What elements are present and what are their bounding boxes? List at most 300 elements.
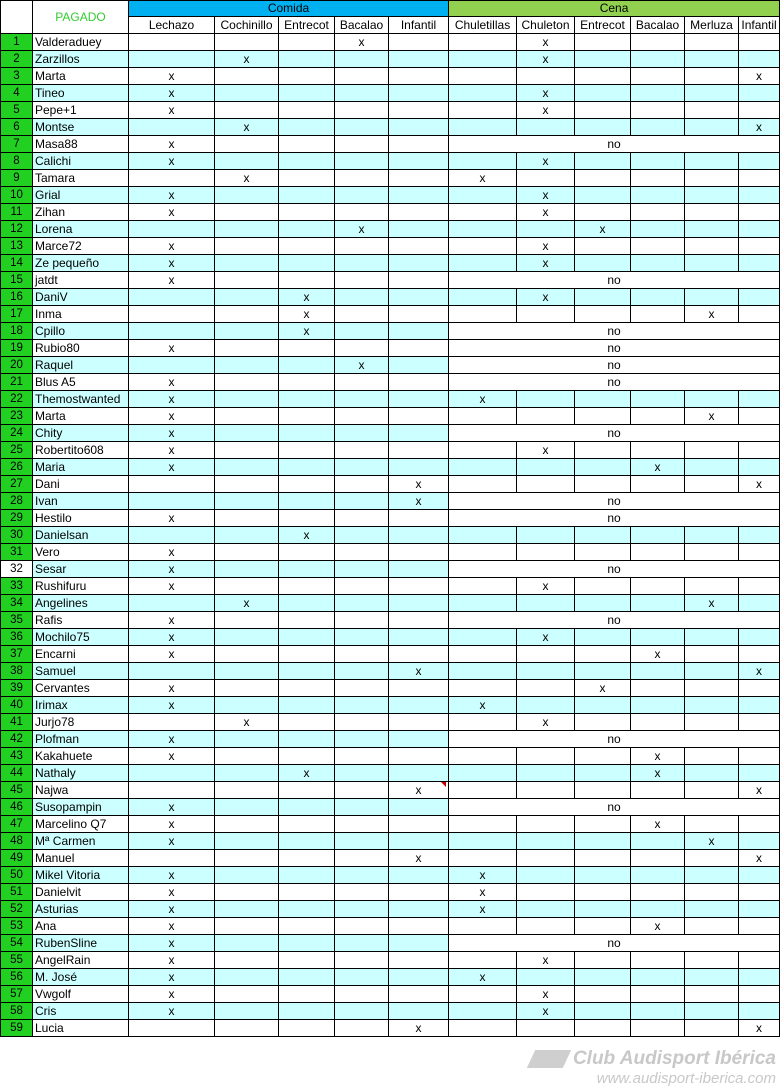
cena-cell — [575, 170, 631, 187]
comida-cell — [215, 187, 279, 204]
comida-cell: x — [129, 187, 215, 204]
table-row — [1, 238, 780, 255]
comida-cell: x — [129, 697, 215, 714]
cena-cell — [631, 952, 685, 969]
comida-cell: x — [129, 425, 215, 442]
comida-cell — [335, 629, 389, 646]
cena-cell — [685, 816, 739, 833]
comida-cell — [335, 901, 389, 918]
comida-cell — [389, 425, 449, 442]
comida-cell — [335, 85, 389, 102]
cena-cell — [685, 170, 739, 187]
person-name: AngelRain — [33, 952, 129, 969]
comida-cell — [335, 68, 389, 85]
row-number: 42 — [1, 731, 33, 748]
cena-cell — [739, 544, 780, 561]
comida-cell — [279, 102, 335, 119]
cena-cell: x — [517, 578, 575, 595]
cena-cell — [739, 969, 780, 986]
cena-cell — [685, 187, 739, 204]
comida-cell — [279, 136, 335, 153]
comida-cell — [335, 255, 389, 272]
comida-cell — [389, 357, 449, 374]
cena-cell — [575, 51, 631, 68]
cena-cell — [685, 51, 739, 68]
person-name: Mochilo75 — [33, 629, 129, 646]
comida-cell — [335, 697, 389, 714]
cena-cell — [739, 221, 780, 238]
cena-cell — [739, 187, 780, 204]
comida-cell — [389, 85, 449, 102]
cena-cell — [449, 629, 517, 646]
comida-cell: x — [279, 765, 335, 782]
comida-cell: x — [129, 969, 215, 986]
cena-no-cell: no — [449, 340, 780, 357]
comida-cell — [389, 714, 449, 731]
row-number: 10 — [1, 187, 33, 204]
comida-cell: x — [129, 204, 215, 221]
cena-cell — [449, 782, 517, 799]
table-row — [1, 442, 780, 459]
comida-cell: x — [129, 85, 215, 102]
cena-no-cell: no — [449, 357, 780, 374]
comida-cell: x — [129, 255, 215, 272]
comida-cell: x — [129, 748, 215, 765]
table-row — [1, 833, 780, 850]
comida-col-header: Entrecot — [279, 17, 335, 34]
comida-cell — [215, 153, 279, 170]
row-number: 18 — [1, 323, 33, 340]
comida-cell — [215, 459, 279, 476]
cena-cell — [449, 289, 517, 306]
cena-cell: x — [739, 782, 780, 799]
cena-cell — [631, 408, 685, 425]
table-row — [1, 714, 780, 731]
comida-cell: x — [335, 357, 389, 374]
cena-cell — [685, 204, 739, 221]
comida-cell — [335, 102, 389, 119]
person-name: Kakahuete — [33, 748, 129, 765]
cena-cell — [739, 102, 780, 119]
comida-cell: x — [389, 476, 449, 493]
person-name: Danielsan — [33, 527, 129, 544]
person-name: Marta — [33, 408, 129, 425]
cena-no-cell: no — [449, 935, 780, 952]
row-number: 2 — [1, 51, 33, 68]
comida-cell — [335, 578, 389, 595]
comida-cell — [389, 238, 449, 255]
cena-cell: x — [449, 901, 517, 918]
comida-cell: x — [129, 867, 215, 884]
cena-cell — [739, 697, 780, 714]
comida-cell: x — [389, 1020, 449, 1037]
comida-cell — [215, 272, 279, 289]
comida-cell — [389, 187, 449, 204]
comida-cell: x — [129, 391, 215, 408]
person-name: Plofman — [33, 731, 129, 748]
comida-cell — [335, 153, 389, 170]
cena-cell — [631, 238, 685, 255]
cena-cell — [631, 986, 685, 1003]
cena-cell — [631, 306, 685, 323]
cena-cell — [739, 578, 780, 595]
cena-cell — [739, 255, 780, 272]
cena-cell — [685, 442, 739, 459]
cena-cell: x — [575, 680, 631, 697]
person-name: M. José — [33, 969, 129, 986]
person-name: Valderaduey — [33, 34, 129, 51]
cena-cell — [449, 221, 517, 238]
row-number: 41 — [1, 714, 33, 731]
comida-cell — [335, 408, 389, 425]
comida-cell — [389, 102, 449, 119]
cena-cell — [449, 646, 517, 663]
row-number: 49 — [1, 850, 33, 867]
comida-cell — [335, 561, 389, 578]
cena-cell — [739, 289, 780, 306]
comida-cell — [335, 833, 389, 850]
row-number: 26 — [1, 459, 33, 476]
cena-cell: x — [631, 646, 685, 663]
comida-cell — [279, 85, 335, 102]
cena-cell — [739, 34, 780, 51]
cena-cell — [449, 204, 517, 221]
cena-cell: x — [517, 952, 575, 969]
cena-cell — [449, 1020, 517, 1037]
person-name: Irimax — [33, 697, 129, 714]
cena-cell — [449, 748, 517, 765]
person-name: Rubio80 — [33, 340, 129, 357]
cena-cell — [517, 833, 575, 850]
comida-cell — [279, 867, 335, 884]
cena-col-header: Chuletillas — [449, 17, 517, 34]
cena-no-cell: no — [449, 425, 780, 442]
cena-cell — [575, 459, 631, 476]
cena-cell — [685, 748, 739, 765]
comida-cell: x — [215, 51, 279, 68]
cena-col-header: Infantil — [739, 17, 780, 34]
cena-cell: x — [631, 765, 685, 782]
comida-cell: x — [129, 68, 215, 85]
table-row — [1, 680, 780, 697]
table-row — [1, 272, 780, 289]
comida-cell — [389, 204, 449, 221]
comida-col-header: Infantil — [389, 17, 449, 34]
row-number: 57 — [1, 986, 33, 1003]
table-row — [1, 289, 780, 306]
cena-cell — [631, 578, 685, 595]
cena-cell — [517, 901, 575, 918]
comida-cell — [215, 510, 279, 527]
comida-cell: x — [129, 238, 215, 255]
person-name: Marce72 — [33, 238, 129, 255]
row-number: 6 — [1, 119, 33, 136]
table-row — [1, 374, 780, 391]
cena-cell: x — [517, 238, 575, 255]
cena-cell — [449, 68, 517, 85]
comida-cell — [335, 204, 389, 221]
cena-cell — [739, 867, 780, 884]
comida-cell — [389, 765, 449, 782]
cena-cell — [575, 884, 631, 901]
cena-cell — [517, 969, 575, 986]
cena-cell — [575, 646, 631, 663]
comida-cell — [279, 680, 335, 697]
cena-cell: x — [739, 1020, 780, 1037]
comida-cell — [279, 901, 335, 918]
comida-cell — [335, 918, 389, 935]
comida-cell — [335, 238, 389, 255]
person-name: Zihan — [33, 204, 129, 221]
comida-cell — [335, 782, 389, 799]
cena-cell — [517, 918, 575, 935]
cena-cell — [449, 986, 517, 1003]
comida-cell — [335, 340, 389, 357]
person-name: Inma — [33, 306, 129, 323]
person-name: Cervantes — [33, 680, 129, 697]
cena-cell — [449, 714, 517, 731]
cena-cell — [449, 476, 517, 493]
cena-cell: x — [631, 748, 685, 765]
watermark-brand: Club Audisport Ibérica — [572, 1048, 776, 1069]
cena-cell: x — [517, 34, 575, 51]
comida-cell — [279, 476, 335, 493]
row-number: 3 — [1, 68, 33, 85]
table-row — [1, 697, 780, 714]
cena-cell — [739, 714, 780, 731]
cena-cell — [449, 952, 517, 969]
comida-cell — [129, 221, 215, 238]
comida-cell — [215, 255, 279, 272]
cena-cell — [575, 1020, 631, 1037]
cena-cell — [685, 884, 739, 901]
cena-cell — [685, 221, 739, 238]
cena-cell: x — [517, 714, 575, 731]
comida-cell — [279, 646, 335, 663]
comida-cell — [279, 204, 335, 221]
comida-cell — [279, 1020, 335, 1037]
row-number: 48 — [1, 833, 33, 850]
table-row — [1, 68, 780, 85]
cena-cell — [517, 68, 575, 85]
comida-cell — [215, 629, 279, 646]
row-number: 17 — [1, 306, 33, 323]
comida-cell: x — [129, 646, 215, 663]
comida-cell — [215, 408, 279, 425]
cena-cell — [739, 884, 780, 901]
comida-cell — [389, 119, 449, 136]
cena-cell — [575, 238, 631, 255]
row-number: 46 — [1, 799, 33, 816]
comida-cell — [279, 170, 335, 187]
cena-cell: x — [517, 85, 575, 102]
cena-header: Cena — [449, 1, 780, 17]
comida-cell — [335, 374, 389, 391]
cena-cell — [685, 697, 739, 714]
comida-cell — [129, 765, 215, 782]
comida-cell: x — [129, 561, 215, 578]
cena-cell — [739, 170, 780, 187]
person-name: Raquel — [33, 357, 129, 374]
person-name: Dani — [33, 476, 129, 493]
person-name: Manuel — [33, 850, 129, 867]
comida-cell — [279, 68, 335, 85]
cena-cell — [575, 68, 631, 85]
comida-cell — [335, 510, 389, 527]
cena-cell: x — [685, 306, 739, 323]
cena-no-cell: no — [449, 323, 780, 340]
comida-cell — [335, 714, 389, 731]
person-name: Sesar — [33, 561, 129, 578]
table-row — [1, 935, 780, 952]
comida-cell: x — [215, 119, 279, 136]
cena-cell — [449, 595, 517, 612]
comida-cell — [335, 442, 389, 459]
row-number: 32 — [1, 561, 33, 578]
cena-cell — [449, 85, 517, 102]
cena-cell — [631, 102, 685, 119]
cena-cell — [685, 289, 739, 306]
comida-cell — [129, 357, 215, 374]
cena-cell: x — [739, 476, 780, 493]
comida-cell — [215, 850, 279, 867]
cena-cell — [575, 629, 631, 646]
comida-cell — [279, 391, 335, 408]
comida-cell: x — [129, 374, 215, 391]
comida-cell — [335, 731, 389, 748]
comida-cell — [215, 731, 279, 748]
comida-cell — [279, 731, 335, 748]
cena-no-cell: no — [449, 731, 780, 748]
cena-col-header: Chuleton — [517, 17, 575, 34]
comida-cell — [129, 34, 215, 51]
row-number: 7 — [1, 136, 33, 153]
cena-cell — [685, 850, 739, 867]
cena-cell: x — [449, 697, 517, 714]
cena-cell — [517, 867, 575, 884]
table-row — [1, 969, 780, 986]
person-name: DaniV — [33, 289, 129, 306]
person-name: Pepe+1 — [33, 102, 129, 119]
row-number: 12 — [1, 221, 33, 238]
comida-cell — [215, 748, 279, 765]
cena-cell — [631, 782, 685, 799]
cena-cell — [449, 918, 517, 935]
comida-cell — [279, 799, 335, 816]
comida-cell — [279, 850, 335, 867]
cena-cell — [575, 697, 631, 714]
comida-cell — [129, 527, 215, 544]
comida-cell: x — [129, 102, 215, 119]
comida-cell — [279, 340, 335, 357]
comida-cell — [279, 442, 335, 459]
row-number: 58 — [1, 1003, 33, 1020]
comida-cell — [129, 323, 215, 340]
comida-cell: x — [389, 850, 449, 867]
comida-cell — [335, 952, 389, 969]
cena-cell — [685, 867, 739, 884]
cena-cell — [449, 34, 517, 51]
comida-cell — [215, 527, 279, 544]
person-name: Rafis — [33, 612, 129, 629]
cena-cell — [449, 816, 517, 833]
cena-cell — [685, 1003, 739, 1020]
comida-cell — [335, 748, 389, 765]
comida-cell — [279, 697, 335, 714]
table-row — [1, 646, 780, 663]
comida-cell: x — [335, 221, 389, 238]
cena-cell — [685, 782, 739, 799]
row-number: 8 — [1, 153, 33, 170]
cena-cell — [517, 680, 575, 697]
person-name: Najwa — [33, 782, 129, 799]
row-number: 16 — [1, 289, 33, 306]
comida-cell — [335, 136, 389, 153]
row-number: 52 — [1, 901, 33, 918]
cena-cell — [575, 816, 631, 833]
comida-cell: x — [389, 663, 449, 680]
comida-cell — [279, 969, 335, 986]
comida-cell — [215, 136, 279, 153]
cena-cell — [517, 1020, 575, 1037]
comida-cell — [389, 578, 449, 595]
cena-cell — [685, 544, 739, 561]
table-row — [1, 51, 780, 68]
comida-cell: x — [129, 136, 215, 153]
cena-cell — [685, 986, 739, 1003]
comida-cell — [335, 646, 389, 663]
cena-no-cell: no — [449, 799, 780, 816]
row-number: 4 — [1, 85, 33, 102]
person-name: Cpillo — [33, 323, 129, 340]
cena-cell — [685, 238, 739, 255]
person-name: Encarni — [33, 646, 129, 663]
comida-cell — [129, 595, 215, 612]
cena-cell — [631, 51, 685, 68]
comida-cell — [279, 918, 335, 935]
comida-cell — [279, 187, 335, 204]
comida-cell — [389, 884, 449, 901]
row-number: 28 — [1, 493, 33, 510]
cena-cell — [685, 34, 739, 51]
cena-cell — [449, 255, 517, 272]
row-number: 53 — [1, 918, 33, 935]
cena-cell — [517, 391, 575, 408]
table-row — [1, 765, 780, 782]
cena-cell: x — [517, 442, 575, 459]
comida-cell — [389, 170, 449, 187]
comida-cell — [215, 476, 279, 493]
cena-col-header: Entrecot — [575, 17, 631, 34]
row-number: 13 — [1, 238, 33, 255]
comida-cell: x — [129, 340, 215, 357]
comida-cell — [279, 153, 335, 170]
row-number: 25 — [1, 442, 33, 459]
comida-cell — [279, 255, 335, 272]
comida-cell — [389, 969, 449, 986]
comida-cell — [335, 459, 389, 476]
person-name: Susopampin — [33, 799, 129, 816]
comida-cell — [389, 408, 449, 425]
cena-cell — [449, 527, 517, 544]
comida-cell — [279, 221, 335, 238]
person-name: Montse — [33, 119, 129, 136]
comida-cell — [215, 918, 279, 935]
cena-cell — [517, 221, 575, 238]
watermark-url: www.audisport-iberica.com — [596, 1070, 776, 1087]
row-number: 1 — [1, 34, 33, 51]
table-row — [1, 782, 780, 799]
